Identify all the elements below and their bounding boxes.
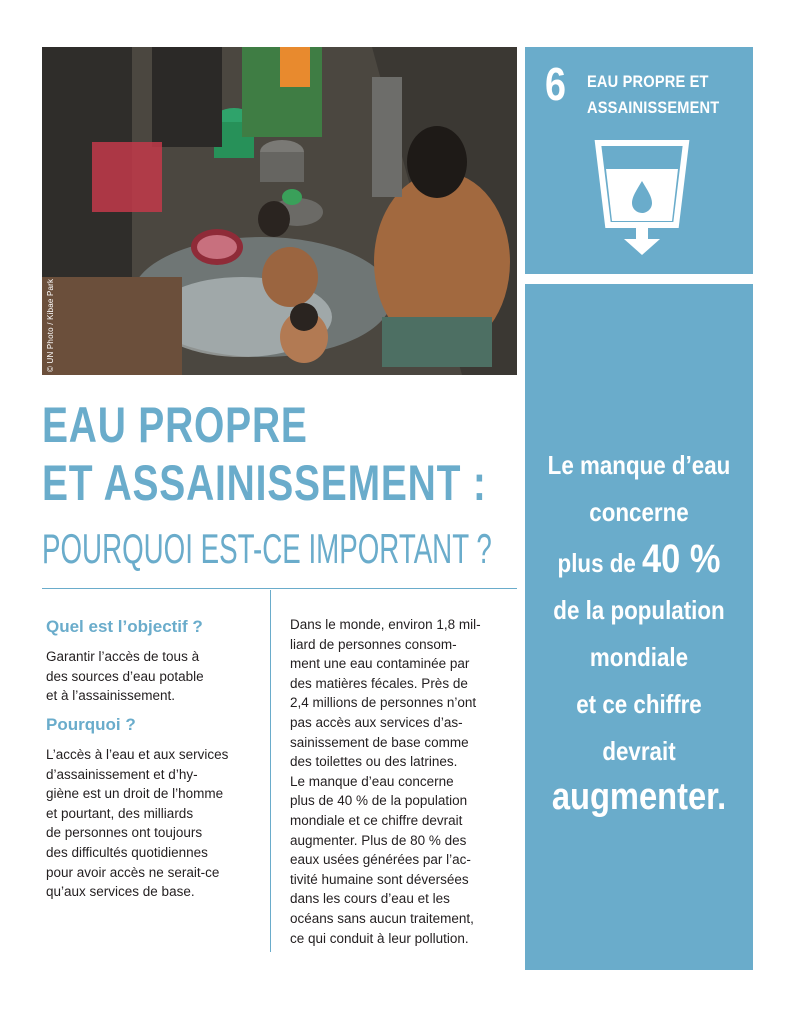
statistic-highlight-box xyxy=(525,284,753,970)
text-line: des sources d’eau potable xyxy=(46,668,204,684)
text-line: Dans le monde, environ 1,8 mil- xyxy=(290,617,481,632)
goal-number: 6 xyxy=(545,58,566,110)
goal-title-line: EAU PROPRE ET xyxy=(587,72,709,91)
text-line: qu’aux services de base. xyxy=(46,884,195,900)
text-line: d’assainissement et d’hy- xyxy=(46,766,198,782)
quote-line: Le manque d’eau xyxy=(547,450,731,480)
goal-title-line: ASSAINISSEMENT xyxy=(587,98,720,117)
text-line: tivité humaine sont déversées xyxy=(290,871,469,887)
quote-text: plus de xyxy=(557,548,643,578)
why-text xyxy=(46,745,261,902)
text-line: mondiale et ce chiffre devrait xyxy=(290,812,463,828)
quote-percentage: 40 % xyxy=(642,537,721,581)
photo-people-at-water-pump xyxy=(42,47,517,375)
goal-title xyxy=(587,69,725,121)
text-line: océans sans aucun traitement, xyxy=(290,910,474,926)
page-subtitle: POURQUOI EST-CE IMPORTANT ? xyxy=(42,525,492,572)
text-line: pas accès aux services d’as- xyxy=(290,714,463,730)
text-line: de personnes ont toujours xyxy=(46,825,203,841)
highlight-quote xyxy=(525,442,753,819)
text-line: liard de personnes consom- xyxy=(290,636,457,652)
text-line: des toilettes ou des latrines. xyxy=(290,754,458,770)
why-heading: Pourquoi ? xyxy=(46,715,136,734)
objective-text xyxy=(46,647,261,706)
text-line: et pourtant, des milliards xyxy=(46,805,194,821)
text-line: plus de 40 % de la population xyxy=(290,793,468,809)
column-divider xyxy=(270,590,271,952)
quote-line: devrait xyxy=(602,736,676,766)
text-line: pour avoir accès ne serait-ce xyxy=(46,864,220,880)
quote-line: concerne xyxy=(589,497,689,527)
text-line: ment une eau contaminée par xyxy=(290,656,470,672)
quote-line: de la population xyxy=(553,595,725,625)
text-line: 2,4 millions de personnes n’ont xyxy=(290,695,477,711)
horizontal-divider xyxy=(42,588,517,589)
text-line: giène est un droit de l’homme xyxy=(46,786,224,802)
photo-illustration xyxy=(42,47,517,375)
photo-credit: © UN Photo / Kibae Park xyxy=(46,278,55,372)
text-line: et à l’assainissement. xyxy=(46,688,176,704)
text-line: L’accès à l’eau et aux services xyxy=(46,747,229,762)
body-text xyxy=(290,615,505,948)
text-line: Garantir l’accès de tous à xyxy=(46,649,200,664)
sdg-goal-box xyxy=(525,47,753,274)
text-line: eaux usées générées par l’ac- xyxy=(290,852,471,868)
quote-line xyxy=(541,536,737,587)
text-line: ce qui conduit à leur pollution. xyxy=(290,930,469,946)
page-title-line-1: EAU PROPRE xyxy=(42,397,308,453)
text-line: augmenter. Plus de 80 % des xyxy=(290,832,467,848)
text-line: Le manque d’eau concerne xyxy=(290,773,454,789)
objective-heading: Quel est l’objectif ? xyxy=(46,617,203,636)
text-line: des matières fécales. Près de xyxy=(290,675,468,691)
text-line: sainissement de base comme xyxy=(290,734,469,750)
page-title-line-2: ET ASSAINISSEMENT : xyxy=(42,455,487,511)
quote-line: et ce chiffre xyxy=(576,689,702,719)
quote-line: augmenter. xyxy=(551,776,727,818)
quote-line: mondiale xyxy=(589,642,689,672)
text-line: des difficultés quotidiennes xyxy=(46,844,208,860)
water-glass-icon xyxy=(592,139,692,257)
text-line: dans les cours d’eau et les xyxy=(290,891,450,907)
